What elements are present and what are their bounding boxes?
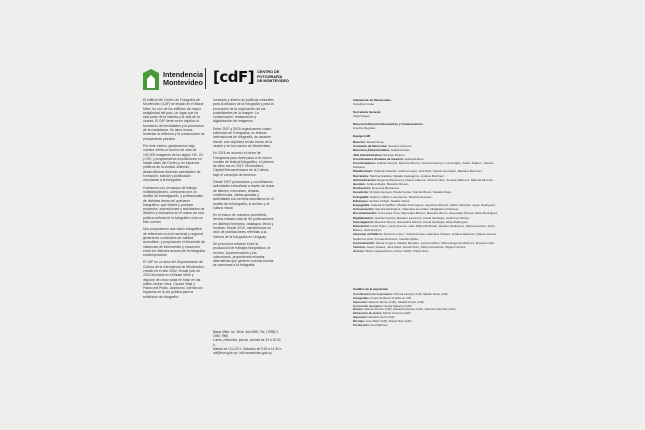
credit-line-role: Espografía:: [353, 202, 371, 207]
cdf-logo-mark: [cdF]: [213, 68, 255, 86]
exhibition-heading: Créditos de la exposición: [353, 287, 389, 291]
credit-line-role: Educación:: [353, 223, 370, 228]
credit-line-role: Coordinación de exposición:: [353, 292, 393, 297]
paragraph: concepto y diseño de políticas culturales para la difusión de la fotografía y para la promoción de la exploración de las posibilidades de la imagen. La conservación, restauración y digitalización de imágenes.: [213, 98, 274, 124]
credit-line-role: Asistente de Dirección:: [353, 144, 388, 149]
credit-line-names: Martina Callaba, Natalia Castagnino, Andrea Martínez.: [369, 173, 445, 178]
credit-line-role: Ediciones:: [353, 198, 369, 203]
credit-line-role: Fotografía:: [353, 194, 370, 199]
credit-line-role: Producción:: [353, 186, 372, 191]
credit-line-names: Victoria Irazoqui (CdF, Natalia Tanks (CdF): [392, 292, 449, 297]
credit-line-role: Investigación:: [353, 219, 374, 224]
paragraph: Contamos con un equipo de trabajo multidisciplinario, compuesto por un ámbito de investigación, y profesionales de distintas áreas del quehacer fotográfico, que diseña y produce proyectos, exposiciones y actividades de difusión y educación en el marco de una política cultural de la fotografía como un bien común.: [143, 185, 205, 225]
credit-line-names: Gabriela Díaz.: [389, 148, 411, 153]
credit-line-role: Montaje:: [353, 318, 365, 323]
team-heading: Equipo CdF: [353, 133, 371, 138]
paragraph: En el marco de nuestros cometidos, hemos editado más de 60 publicaciones en distintos formatos, catálogos, libros y revistas. Desde 2013, mantenemos un ciclo de publicaciones referidas a la historia de la fotografía en Uruguay.: [213, 213, 274, 239]
credit-line-names: Rossana Bentancor.: [371, 186, 400, 191]
credit-line-names: Gabriel García, Mariana Laurenzo, Paola Santiago, Guillermo Núñez.: [373, 215, 470, 220]
contact-email-link[interactable]: cdf@imm.gub.uy / cdf.montevideo.gub.uy: [213, 351, 272, 356]
contact-hours: Lunes, miércoles, jueves, viernes de 10 a 19.30 h.: [213, 338, 281, 347]
credit-line-role: Fotografías:: [353, 296, 370, 301]
credit-line-role: Comunicación:: [353, 240, 376, 245]
credit-line-names: Ana Martínez: [369, 322, 388, 327]
credit-line-names: Patricia Castells, Andrea López, Luis Díaz, Daniel González, Mariana Martínez.: [373, 169, 483, 174]
credits-section: [353, 98, 503, 257]
intendencia-logo-line2: Montevideo: [163, 78, 203, 87]
credit-line-role: Secretaria:: [353, 173, 369, 178]
credit-line-names: Ana Laura Cirio, Mercedes Blanco, Mauricio Bruno, Alexandra Nitrova, Elisa Rodríguez.: [377, 211, 499, 216]
paragraph: Entre 2007 y 2015 organizamos cuatro ediciones de Fotograma, un festival internacional de fotografía, de carácter bienal, con capítulos en las zonas de la ciudad y en los barrios de Montevideo.: [213, 126, 273, 148]
credit-line-names: Eduardo Kerb (CdF): [367, 315, 395, 320]
team-credits: [353, 134, 503, 254]
credit-block: [353, 110, 503, 118]
paragraph: Desde 2007 producimos y coordinamos actividades educativas a través de ciclos de talleres, concursos, charlas, conferencias, visitas guiadas y actividades con centros educativos en el ámbito de la fotografía, el archivo y la cultura visual.: [213, 180, 275, 210]
credit-line-names: Cecilia Maestre (CdF): [382, 303, 412, 308]
team-lines: [353, 140, 503, 253]
credit-line-role: Coordinadora Sistema de Gestión:: [353, 156, 404, 161]
text-column-1: [143, 98, 205, 302]
credit-block: [353, 98, 503, 106]
credit-line-role: Curaduría:: [353, 190, 369, 195]
exhibition-lines: [353, 293, 463, 327]
credit-line-names: Gabriela Belo.: [403, 156, 425, 161]
credit-block: [353, 122, 503, 130]
credit-line-role: Producción:: [353, 322, 370, 327]
credit-line-names: Ernesto Biurrun.: [382, 152, 406, 157]
credit-line-names: Gabriel García, Mauricio Bruno, Victoria Irazoqui, Lucía Nigro, Javier Suárez, Johana Santana.: [353, 160, 494, 170]
credit-line-role: Extracción de textos:: [353, 311, 383, 316]
credit-line-role: Jefe Administrativo:: [353, 152, 383, 157]
credit-name: Ana De Regules: [353, 126, 376, 131]
intendencia-shield-icon: [143, 69, 159, 90]
exhibition-credits: [353, 288, 463, 327]
credit-line-names: Martín Campos (CdF): [382, 311, 412, 316]
credit-line-names: Grupo de Banco Fotolia en CdF: [369, 296, 412, 301]
credit-line-names: Susana Centeno.: [387, 144, 413, 149]
credit-line-names: Eugenia Bentancur, Ileana Cabrera, Silvina Cairo, Andrea Martínez, Mariela Moreira.: [376, 177, 494, 182]
paragraph: En 2016 se anunció el cierre de Fotograma para darle paso a un nuevo modelo de festival fotográfico, el primero de ellos fue en 2017: Montevideo, Capital Iberoamericana de la Cultura, bajo el concepto de territorio.: [213, 151, 275, 177]
logo-divider: [205, 68, 206, 89]
credit-line-names: Mauricio Bruno (CdF), Natalia Ferraz (CdF): [367, 299, 425, 304]
paragraph: El CdF es un área del Departamento de Cultura de la Intendencia de Montevideo, creado en el año 2002. Desde julio de 2015 funciona en el Bazar Mitre y dispone de cinco salas en total: en las calles Jacinto Vera, Ciudad Vieja y Paseo del Prado. Asimismo, cuenta con espacios en la vía pública para la exhibición de fotografía.: [143, 260, 205, 299]
credit-line-role: Técnica:: [353, 245, 366, 249]
cdf-logo-line3: DE MONTEVIDEO: [257, 79, 289, 84]
contact-hours-2: Martes de 10 a 22 h. Sábados de 9.30 a 14.30 h.: [213, 346, 283, 351]
cdf-logo-line1: CENTRO DE: [257, 70, 280, 75]
credit-line-names: Daniel Sosa.: [365, 139, 385, 144]
cdf-logo: [213, 67, 289, 87]
text-column-2: [213, 98, 275, 271]
credit-line-names: Victoria Irazoqui, Paola Farías, Camila Bruno, Natalia Vega.: [368, 190, 452, 195]
credit-name: Olga Otegui: [353, 114, 370, 119]
credit-line: [353, 324, 463, 328]
credit-line-role: Impresión:: [353, 299, 368, 304]
credit-role: Secretaria General: [353, 109, 381, 114]
credit-line: [353, 249, 503, 253]
credit-line-names: Mauricio Bruno, Alexandra Nitrova, Paola Santiago, Elisa Rodríguez.: [373, 219, 469, 224]
credit-line: [353, 224, 503, 232]
credit-line-names: Elena Frugoni, Natalia Montero, Leticia Núñez, María Eugenia Martínez, Ernesto Cola.: [375, 240, 495, 245]
paragraph: Se procura la relación entre la producción de trabajos fotográficos, el archivo, la preservación y las colecciones, proponiendo miradas alternativas que generen nuevas formas de acercarse a la fotografía.: [213, 241, 274, 268]
credit-line-role: Atención al Público:: [353, 232, 383, 237]
credit-line-names: Manuel Pombo (CdF), Eduardo Montes (CdF), Mauricio Sánchez (CdF): [363, 307, 456, 312]
credit-line-names: Javier Suárez, Jack Martí, Daniel Ruiz, Pablo Arredondo, Miguel Cedrés.: [365, 245, 467, 249]
credit-line-names: Sylvana Lopez, Ursula Acosta, Valentina Chávez, Andrea Martínez, Daniel Gómez, Guillermo Díaz, Fernando Pérez, Camila Ojeda.: [353, 232, 498, 241]
credit-line-role: Digitalización:: [353, 215, 374, 220]
contact-address: Bazar Mitre: Av. 18 de Julio 885 / Tel. (+598) 2 1950 7960: [213, 330, 279, 339]
credit-line-role: Planificación:: [353, 169, 374, 174]
credit-line-role: Gestión:: [353, 181, 366, 186]
credit-line-role: Conservación:: [353, 207, 375, 212]
cdf-logo-line2: FOTOGRAFÍA: [257, 74, 283, 79]
credit-line-names: Johana Mejía, Mauricio Rivero.: [365, 181, 410, 186]
credit-role: Directora División Información y Comunicación: [353, 121, 423, 126]
credit-line-role: Corrección de textos:: [353, 303, 383, 308]
credit-line-names: Andrés Cribari, Luis Alonso, Ricardo Antúnez.: [369, 194, 433, 199]
credit-line-role: Diseño:: [353, 307, 364, 312]
credit-line-names: Silvio Campodónico, Karen Valdiz, Pablo Ruiz.: [364, 249, 430, 254]
credit-line-role: Directora Administrativa:: [353, 148, 390, 153]
credit-line-names: Claudia Schiaffino, Matías Domínguez, Agustina Oliveira, Martín Ricardo, Jorge Rodríguez.: [370, 202, 496, 207]
credit-line-names: Andrés Cribari, Natalia Tanks.: [368, 198, 411, 203]
credit-line: [353, 232, 503, 240]
credit-line: [353, 161, 503, 169]
credit-line-role: Coordinadores:: [353, 160, 377, 165]
credit-name: Carolina Cosse: [353, 102, 375, 107]
credit-role: Intendente de Montevideo: [353, 98, 392, 102]
credit-line-names: Lucía Nigro, Lucía Surena, Juan Pablo Machado, Ramiro Rodríguez, María Fuentes, Sofía Blanco, Abril Nozkyn.: [353, 223, 495, 233]
paragraph: Nos proponemos una visión fotográfica de referencia a nivel nacional y regional, generando contenidos de calidad, accesibles, y propiciando el desarrollo de instancias de intercambio y encuentro entre los distintos actores de la fotografía contemporánea.: [143, 227, 206, 258]
credit-line-role: Director:: [353, 139, 366, 144]
credit-line-role: Impresión:: [353, 315, 368, 320]
paragraph: El edificio del Centro de Fotografía de Montevideo (CdF) se instaló en el Bazar Mitre, en uno de los edificios de mayor antigüedad del país, un lugar que ha sido parte de la historia y la vida de la ciudad. El CdF tiene como objetivo la formación de identidades y la promoción de la ciudadanía. Su labor busca fomentar la reflexión y la construcción de perspectivas plurales.: [143, 98, 205, 141]
credit-line-role: Administración:: [353, 177, 377, 182]
credit-line-role: Acervo:: [353, 249, 365, 254]
paragraph: Por este motivo, gestionamos bajo nuestra órbita un acervo de más de 100.000 imágenes de los siglos XIX, XX y XXI, y programamos exposiciones en varias salas del Centro y en espacios públicos de la ciudad. Además, desarrollamos diversas actividades de formación, edición y publicación vinculadas a la fotografía.: [143, 143, 204, 183]
intendencia-logo-line1: Intendencia: [163, 70, 203, 79]
credit-line-role: Documentación:: [353, 211, 378, 216]
credit-line-names: Sandra Rodríguez, Valentina González, Magdalena Pascual.: [374, 207, 459, 212]
intendencia-logo: [143, 68, 205, 90]
contact-info: [213, 330, 283, 355]
credit-line-names: José Martí (CdF), Daniel Ruiz (CdF): [364, 318, 412, 323]
